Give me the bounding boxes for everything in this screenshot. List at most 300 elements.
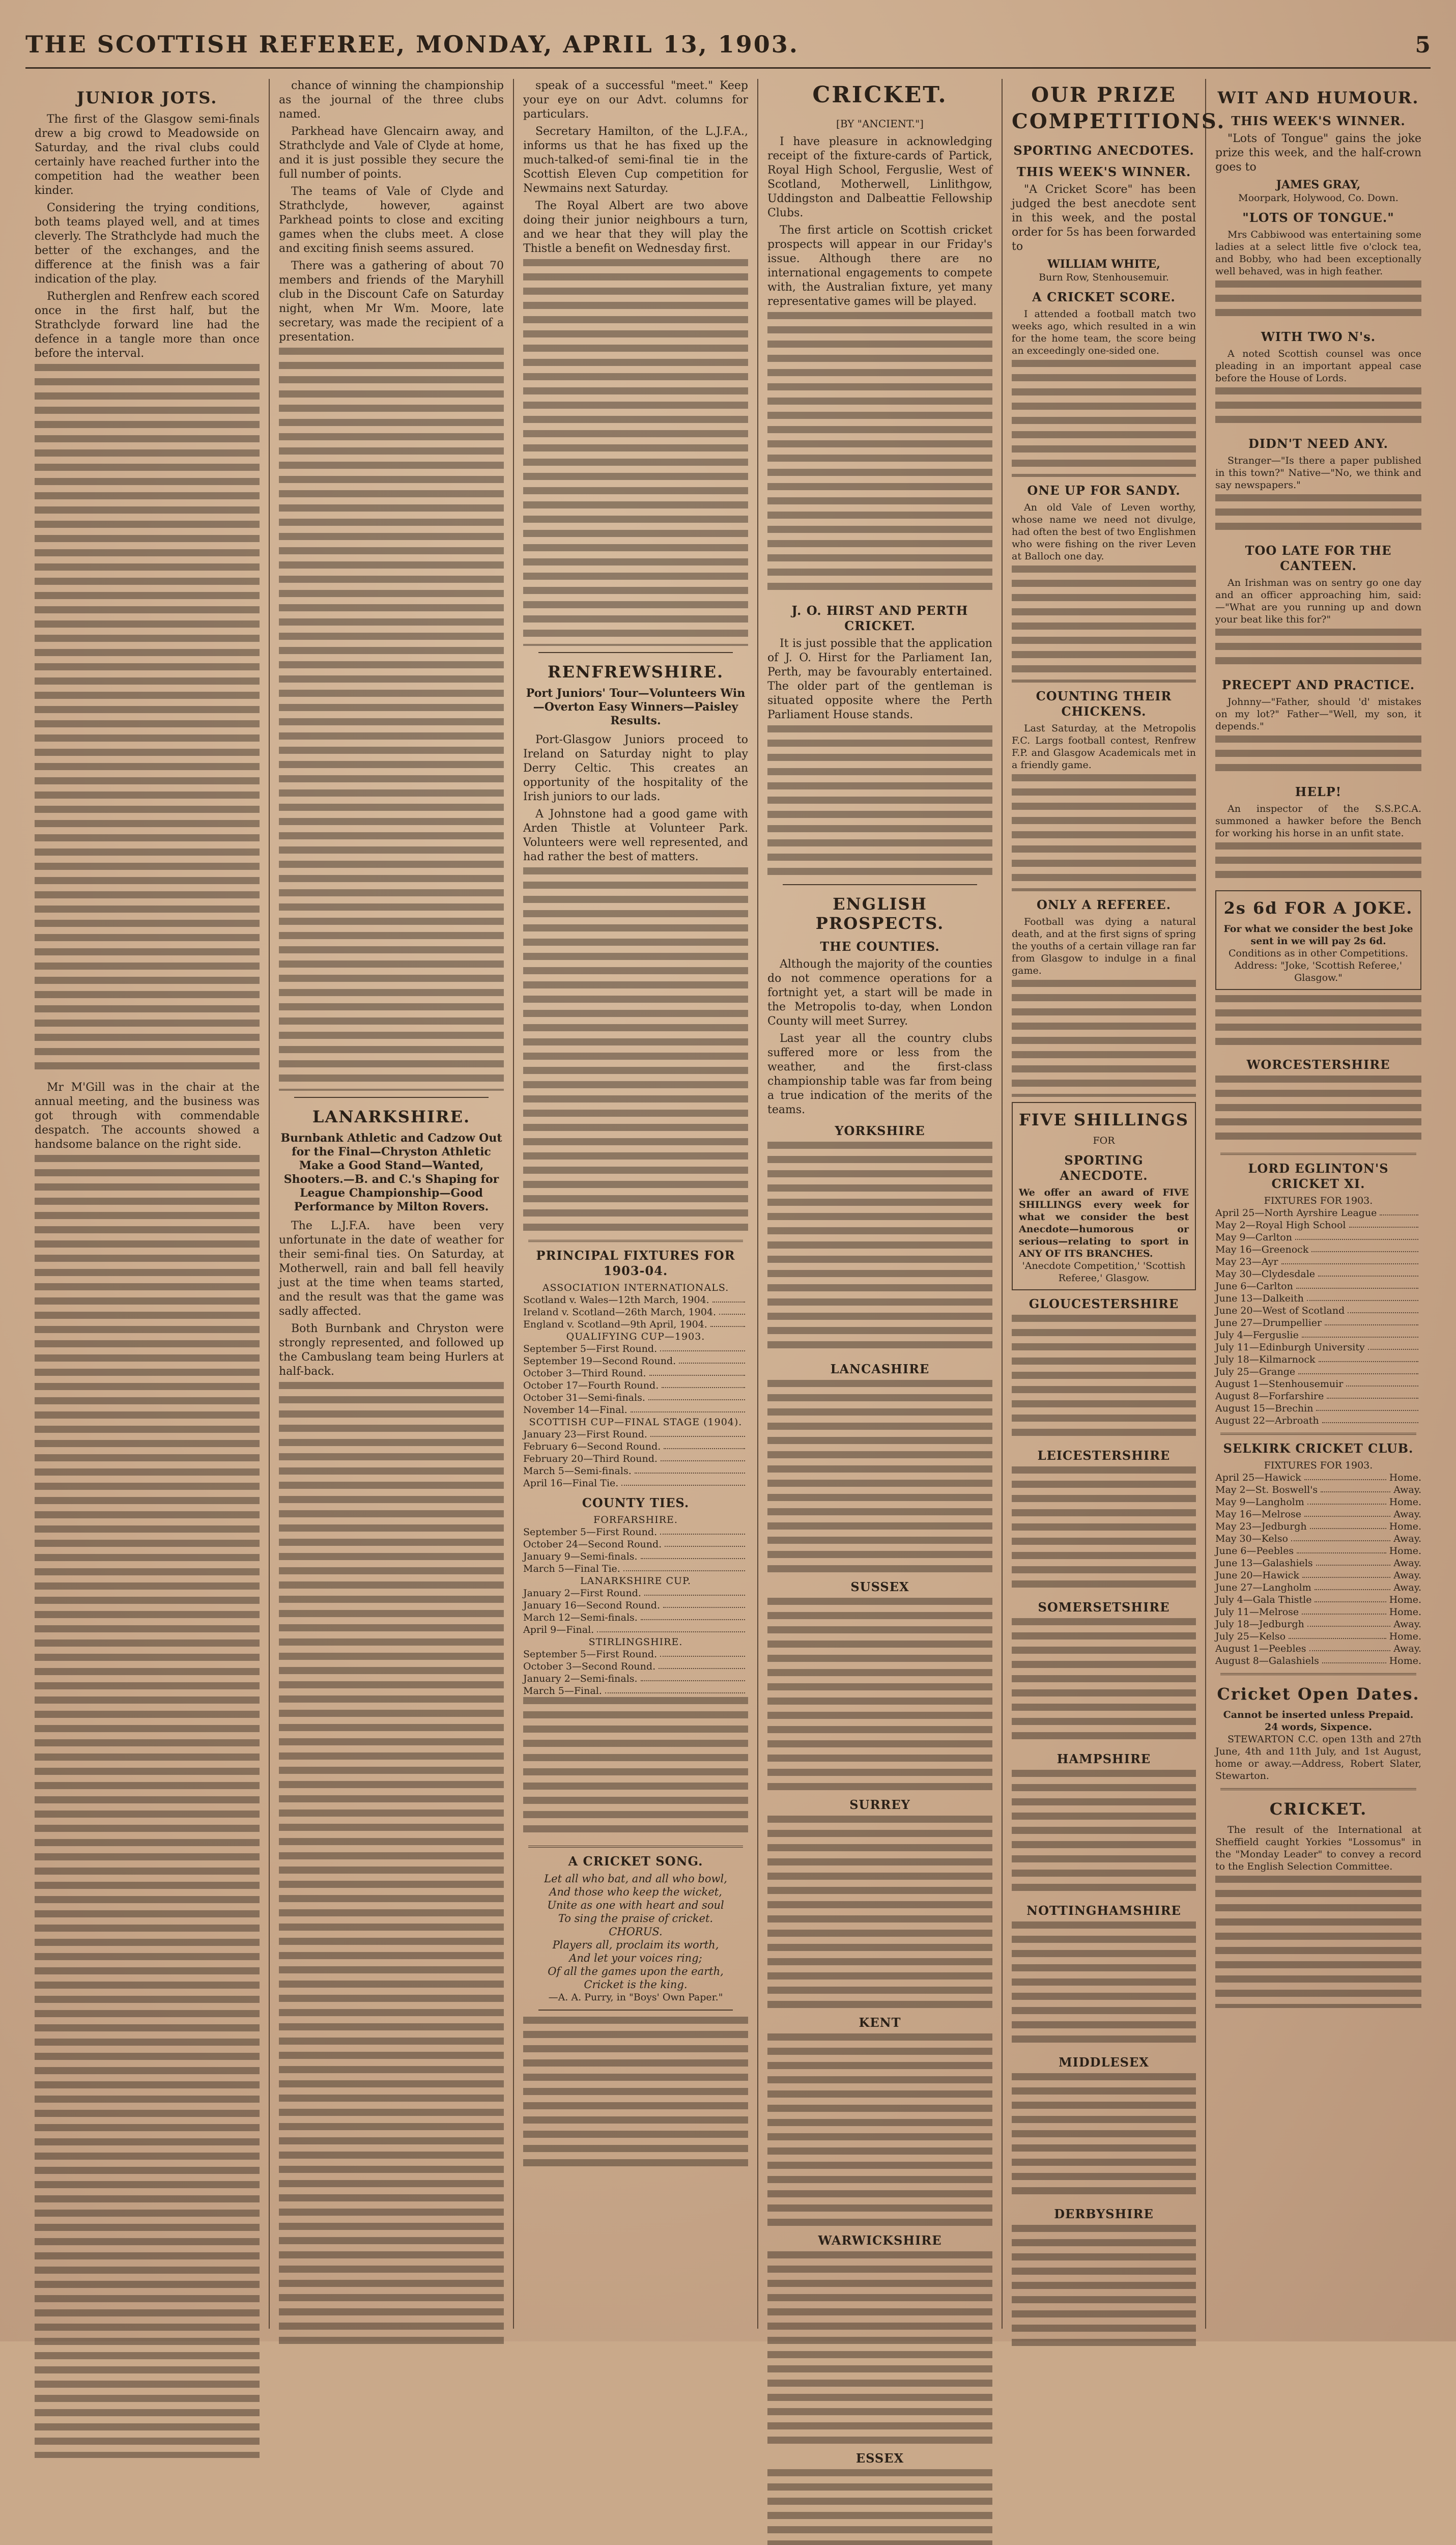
- principal-fixtures-heading: PRINCIPAL FIXTURES FOR 1903-04.: [536, 1248, 735, 1278]
- joke-prize-box: [1215, 890, 1421, 990]
- fixture-row: [1215, 1545, 1421, 1557]
- fixture-row: [523, 1648, 748, 1660]
- anecdote-title: COUNTING THEIR CHICKENS.: [1036, 689, 1172, 719]
- fixture-leader: [1304, 1508, 1390, 1517]
- article-text-block: [1012, 565, 1196, 683]
- fixture-leader: [1349, 1219, 1419, 1228]
- masthead: [25, 31, 1431, 69]
- fixture-leader: [1327, 1390, 1418, 1399]
- fixture-row: [523, 1685, 748, 1697]
- renfrewshire-deck: Port Juniors' Tour—Volunteers Win—Overton Easy Winners—Paisley Results.: [526, 687, 746, 727]
- fixture-row: [523, 1428, 748, 1440]
- fixture-leader: [1321, 1484, 1390, 1492]
- fixture-row: [1215, 1606, 1421, 1618]
- renfrewshire-heading: RENFREWSHIRE.: [547, 662, 724, 682]
- fixture-leader: [660, 1526, 745, 1535]
- song-line: CHORUS.: [609, 1926, 663, 1938]
- fixture-label: June 27—Drumpellier: [1215, 1317, 1322, 1328]
- joke-title: DIDN'T NEED ANY.: [1248, 436, 1388, 451]
- fixture-leader: [1281, 1256, 1419, 1264]
- article-text-block: [1215, 736, 1421, 778]
- fixture-label: September 5—First Round.: [523, 1343, 658, 1354]
- article-text-block: [1012, 1315, 1196, 1442]
- fixture-row: [1215, 1594, 1421, 1606]
- fixture-leader: [1368, 1341, 1418, 1350]
- anecdote-title: ONLY A REFEREE.: [1036, 897, 1172, 912]
- article-paragraph: Although the majority of the counties do not commence operations for a fortnight yet, a start will be made in the Metropolis to-day, when London County will meet Surrey.: [767, 958, 992, 1028]
- fixture-leader: [641, 1611, 745, 1620]
- article-text-block: [1012, 360, 1196, 477]
- fixture-leader: [1307, 1618, 1390, 1627]
- section-rule: [294, 1097, 489, 1098]
- article-text-block: [1215, 995, 1421, 1051]
- wit-winner-subheading: THIS WEEK'S WINNER.: [1231, 114, 1406, 128]
- fixture-group-title: QUALIFYING CUP—1903.: [566, 1331, 705, 1342]
- joke-text: An inspector of the S.S.P.C.A. summoned a hawker before the Bench for working his horse in an unfit state.: [1215, 803, 1421, 839]
- article-paragraph: Parkhead have Glencairn away, and Strathclyde and Vale of Clyde at home, and it is just possible they secure the full number of points.: [279, 125, 504, 181]
- article-text-block: [1012, 1466, 1196, 1594]
- anecdotes: [1012, 290, 1196, 1097]
- county-heading: SUSSEX: [850, 1579, 909, 1594]
- section-rule: [783, 884, 977, 885]
- fixture-leader: [660, 1648, 745, 1657]
- fixture-row: [523, 1343, 748, 1355]
- article-text-block: [1012, 774, 1196, 891]
- fixture-label: June 6—Peebles: [1215, 1545, 1294, 1557]
- article-text-block: [767, 1142, 992, 1355]
- fixture-row: [523, 1563, 748, 1575]
- article-text-block: [279, 1382, 504, 2349]
- fixture-value: Away.: [1393, 1533, 1421, 1544]
- fixture-leader: [664, 1440, 745, 1449]
- article-text-block: [1012, 980, 1196, 1097]
- fixture-label: June 20—Hawick: [1215, 1570, 1299, 1581]
- junior-jots-heading: JUNIOR JOTS.: [76, 88, 218, 107]
- fixture-row: [523, 1538, 748, 1550]
- fixture-row: [1215, 1378, 1421, 1390]
- fixture-label: May 9—Langholm: [1215, 1496, 1304, 1508]
- article-paragraph: Secretary Hamilton, of the L.J.F.A., informs us that he has fixed up the much-talked-of semi-final tie in the Scottish Eleven Cup competition for Newmains next Saturday.: [523, 125, 748, 195]
- fixture-label: January 23—First Round.: [523, 1429, 647, 1440]
- fixture-value: Away.: [1393, 1619, 1421, 1630]
- principal-fixtures: [523, 1248, 748, 1697]
- county-heading: ESSEX: [855, 2451, 904, 2466]
- cricket-paragraph: The result of the International at Sheffield caught Yorkies "Lossomus" in the "Monday Leader" to convey a record to the English Selection Committee.: [1215, 1824, 1421, 1872]
- fixture-label: August 1—Peebles: [1215, 1643, 1306, 1654]
- cricket-heading-small: CRICKET.: [1269, 1799, 1367, 1819]
- fixture-leader: [661, 1453, 745, 1461]
- fixture-row: [1215, 1484, 1421, 1496]
- fixture-row: [523, 1453, 748, 1465]
- column-cricket: [758, 79, 1003, 2466]
- article-paragraph: Last year all the country clubs suffered more or less from the weather, and the first-class championship table was far from being a true indication of the merits of the teams.: [767, 1032, 992, 1116]
- fixture-label: May 2—Royal High School: [1215, 1220, 1346, 1231]
- article-text-block: [523, 259, 748, 646]
- fixture-label: June 27—Langholm: [1215, 1582, 1311, 1593]
- fixture-leader: [719, 1306, 745, 1315]
- fixture-row: [1215, 1268, 1421, 1280]
- fixture-leader: [1316, 1402, 1418, 1411]
- wit-winner-name: JAMES GRAY,: [1276, 178, 1361, 191]
- article-text-block: [767, 312, 992, 597]
- selkirk-fixtures: [1215, 1472, 1421, 1667]
- fixture-label: May 9—Carlton: [1215, 1232, 1292, 1243]
- fixture-label: March 5—Final Tie.: [523, 1563, 620, 1574]
- fixture-label: January 9—Semi-finals.: [523, 1551, 638, 1562]
- fixture-leader: [644, 1587, 745, 1596]
- fixture-label: February 20—Third Round.: [523, 1453, 658, 1464]
- article-text-block: [1215, 842, 1421, 885]
- wit-winner-address: Moorpark, Holywood, Co. Down.: [1238, 192, 1398, 204]
- fixture-label: July 18—Kilmarnock: [1215, 1354, 1316, 1365]
- fixture-label: May 23—Ayr: [1215, 1256, 1278, 1267]
- fixture-leader: [712, 1294, 745, 1303]
- article-text-block: [1012, 1921, 1196, 2049]
- fixture-label: February 6—Second Round.: [523, 1441, 661, 1452]
- fixture-row: [1215, 1280, 1421, 1292]
- fixture-label: July 4—Ferguslie: [1215, 1330, 1299, 1341]
- fixture-row: [1215, 1630, 1421, 1643]
- article-paragraph: Port-Glasgow Juniors proceed to Ireland on Saturday night to play Derry Celtic. This creates an opportunity of the hospitality of the Irish juniors to our lads.: [523, 733, 748, 803]
- song-line: And let your voices ring;: [569, 1952, 702, 1964]
- song-line: Let all who bat, and all who bowl,: [544, 1873, 727, 1885]
- fixture-leader: [1316, 1557, 1391, 1566]
- fixture-row: [523, 1599, 748, 1611]
- article-text-block: [1012, 2225, 1196, 2352]
- wit-humour-heading: WIT AND HUMOUR.: [1217, 88, 1419, 107]
- article-text-block: [1215, 280, 1421, 323]
- fixture-label: September 5—First Round.: [523, 1526, 658, 1538]
- fixture-group-title: ASSOCIATION INTERNATIONALS.: [542, 1282, 729, 1293]
- joke-prize-text: For what we consider the best Joke sent in we will pay 2s 6d.: [1223, 923, 1413, 947]
- joke-prize-heading: 2s 6d FOR A JOKE.: [1223, 898, 1413, 918]
- fixture-label: August 1—Stenhousemuir: [1215, 1378, 1344, 1390]
- section-rule: [538, 2010, 733, 2011]
- eglinton-heading: LORD EGLINTON'S CRICKET XI.: [1248, 1161, 1389, 1191]
- joke-title: PRECEPT AND PRACTICE.: [1221, 677, 1415, 692]
- county-heading: HAMPSHIRE: [1057, 1751, 1151, 1766]
- county-heading: GLOUCESTERSHIRE: [1029, 1296, 1179, 1311]
- fixture-label: August 22—Arbroath: [1215, 1415, 1319, 1426]
- song-author: —A. A. Purry, in "Boys' Own Paper.": [548, 1992, 723, 2003]
- fixture-label: July 11—Edinburgh University: [1215, 1342, 1365, 1353]
- column-prize-competitions: [1003, 79, 1226, 2329]
- fixture-label: April 25—North Ayrshire League: [1215, 1207, 1377, 1219]
- county-heading: NOTTINGHAMSHIRE: [1026, 1903, 1181, 1918]
- fixture-label: April 9—Final.: [523, 1624, 594, 1635]
- masthead-title: THE SCOTTISH REFEREE, MONDAY, APRIL 13, 1903.: [25, 31, 799, 58]
- fixture-leader: [1289, 1630, 1386, 1639]
- fixture-value: Home.: [1389, 1594, 1421, 1605]
- fixture-label: March 12—Semi-finals.: [523, 1612, 638, 1623]
- fixture-row: [523, 1465, 748, 1477]
- fixture-leader: [635, 1465, 745, 1474]
- fixture-leader: [631, 1404, 745, 1412]
- article-text-block: [1012, 1770, 1196, 1897]
- five-shillings-subheading: SPORTING ANECDOTE.: [1060, 1153, 1148, 1183]
- fixture-row: [1215, 1618, 1421, 1630]
- fixture-label: May 16—Melrose: [1215, 1509, 1302, 1520]
- joke-title: WITH TWO N's.: [1261, 329, 1376, 344]
- fixture-label: Scotland v. Wales—12th March, 1904.: [523, 1294, 709, 1306]
- article-text-block: [1215, 629, 1421, 671]
- winner-intro: "A Cricket Score" has been judged the best anecdote sent in this week, and the postal order for 5s has been forwarded to: [1012, 183, 1196, 253]
- article-paragraph: speak of a successful "meet." Keep your eye on our Advt. columns for particulars.: [523, 79, 748, 121]
- fixture-value: Home.: [1389, 1606, 1421, 1618]
- fixture-leader: [1307, 1292, 1418, 1301]
- joke-text: A noted Scottish counsel was once pleading in an important appeal case before the House of Lords.: [1215, 348, 1421, 384]
- fixture-row: [1215, 1219, 1421, 1231]
- fixture-row: [523, 1550, 748, 1563]
- five-shillings-heading: FIVE SHILLINGS: [1019, 1110, 1189, 1129]
- article-text-block: [1012, 2073, 1196, 2200]
- fixture-row: [1215, 1655, 1421, 1667]
- cricket-heading: CRICKET.: [812, 82, 948, 108]
- fixture-value: Home.: [1389, 1521, 1421, 1532]
- fixture-group-title: SCOTTISH CUP—FINAL STAGE (1904).: [529, 1417, 743, 1428]
- prize-competitions-heading: OUR PRIZE COMPETITIONS.: [1012, 83, 1226, 133]
- fixture-row: [1215, 1415, 1421, 1427]
- fixture-value: Away.: [1393, 1570, 1421, 1581]
- wit-winner-intro: "Lots of Tongue" gains the joke prize this week, and the half-crown goes to: [1215, 132, 1421, 174]
- joke-text: Stranger—"Is there a paper published in this town?" Native—"No, we think and say newspapers.": [1215, 455, 1421, 491]
- selkirk-subheading: FIXTURES FOR 1903.: [1264, 1460, 1373, 1471]
- article-text-block: [35, 1155, 260, 2458]
- fixture-label: June 13—Dalkeith: [1215, 1293, 1304, 1304]
- fixture-row: [1215, 1292, 1421, 1305]
- fixture-label: July 25—Grange: [1215, 1366, 1296, 1377]
- column-2: [270, 79, 514, 2329]
- eglinton-subheading: FIXTURES FOR 1903.: [1264, 1195, 1373, 1206]
- column-junior-jots: [25, 79, 270, 2329]
- song-line: Unite as one with heart and soul: [547, 1899, 724, 1911]
- fixture-label: July 4—Gala Thistle: [1215, 1594, 1312, 1605]
- county-heading: KENT: [859, 2015, 901, 2030]
- fixture-value: Home.: [1389, 1655, 1421, 1666]
- fixture-value: Away.: [1393, 1582, 1421, 1593]
- fixture-label: January 2—Semi-finals.: [523, 1673, 638, 1684]
- anecdote-text: I attended a football match two weeks ago, which resulted in a win for the home team, the score being an exceedingly one-sided one.: [1012, 308, 1196, 356]
- article-paragraph: Mr M'Gill was in the chair at the annual meeting, and the business was got through with commendable despatch. The accounts showed a handsome balance on the right side.: [35, 1081, 260, 1151]
- article-paragraph: The Royal Albert are two above doing their junior neighbours a turn, and we hear that they will play the Thistle a benefit on Wednesday first.: [523, 200, 748, 255]
- fixture-label: September 19—Second Round.: [523, 1355, 676, 1367]
- fixture-row: [523, 1294, 748, 1306]
- fixture-label: March 5—Semi-finals.: [523, 1465, 632, 1477]
- english-prospects-heading: ENGLISH PROSPECTS.: [815, 894, 945, 933]
- fixture-leader: [710, 1318, 745, 1327]
- fixture-leader: [1307, 1496, 1386, 1505]
- article-text-block: [1012, 1618, 1196, 1745]
- fixture-leader: [641, 1550, 745, 1559]
- fixture-row: [1215, 1243, 1421, 1256]
- fixture-leader: [648, 1392, 745, 1400]
- fixture-leader: [1319, 1353, 1419, 1362]
- fixture-label: August 8—Galashiels: [1215, 1655, 1319, 1666]
- article-paragraph: The teams of Vale of Clyde and Strathclyde, however, against Parkhead points to close and exciting games when the clubs meet. A close and exciting finish seems assured.: [279, 185, 504, 255]
- county-heading: LANCASHIRE: [830, 1362, 930, 1376]
- county-sections: [1012, 1296, 1196, 2352]
- winner-name: WILLIAM WHITE,: [1047, 258, 1160, 271]
- fixture-row: [523, 1404, 748, 1416]
- article-paragraph: The first article on Scottish cricket prospects will appear in our Friday's issue. Although there are no international engagements to compete with, the Australian fixture, yet many representative games will be played.: [767, 224, 992, 308]
- fixture-label: November 14—Final.: [523, 1404, 627, 1416]
- county-articles: [767, 1123, 992, 2545]
- fixture-row: [523, 1379, 748, 1392]
- fixture-leader: [597, 1624, 745, 1632]
- fixture-row: [523, 1611, 748, 1624]
- article-paragraph: I have pleasure in acknowledging receipt of the fixture-cards of Partick, Royal High School, Ferguslie, West of Scotland, Motherwell, Linlithgow, Uddingston and Dalbeattie Fellowship Clubs.: [767, 135, 992, 219]
- county-group-title: STIRLINGSHIRE.: [588, 1636, 683, 1648]
- article-text-block: [523, 2017, 748, 2169]
- fixture-row: [1215, 1581, 1421, 1594]
- fixture-label: June 6—Carlton: [1215, 1281, 1293, 1292]
- article-paragraph: Considering the trying conditions, both teams played well, and at times cleverly. The Strathclyde had much the better of the exchanges, and the difference at the finish was a fair indication of the play.: [35, 202, 260, 286]
- fixture-row: [523, 1526, 748, 1538]
- county-ties-heading: COUNTY TIES.: [582, 1495, 690, 1510]
- counties-subheading: THE COUNTIES.: [820, 939, 940, 954]
- fixture-row: [523, 1624, 748, 1636]
- fixture-leader: [1315, 1581, 1391, 1590]
- article-text-block: [767, 2469, 992, 2545]
- fixture-row: [1215, 1496, 1421, 1508]
- county-heading: YORKSHIRE: [835, 1123, 925, 1138]
- cricket-song-heading: A CRICKET SONG.: [568, 1854, 703, 1869]
- fixture-label: January 16—Second Round.: [523, 1600, 660, 1611]
- fixture-value: Home.: [1389, 1496, 1421, 1508]
- fixture-label: Ireland v. Scotland—26th March, 1904.: [523, 1307, 717, 1318]
- song-line: And those who keep the wicket,: [549, 1886, 722, 1898]
- fixture-label: September 5—First Round.: [523, 1649, 658, 1660]
- fixture-row: [523, 1355, 748, 1367]
- section-rule: [538, 652, 733, 653]
- fixture-row: [1215, 1329, 1421, 1341]
- joke-title: HELP!: [1295, 784, 1342, 799]
- fixture-row: [1215, 1472, 1421, 1484]
- five-shillings-for: FOR: [1093, 1135, 1115, 1146]
- anecdote-text: Last Saturday, at the Metropolis F.C. Largs football contest, Renfrew F.P. and Glasgow Academicals met in a friendly game.: [1012, 723, 1196, 771]
- article-text-block: [767, 1380, 992, 1573]
- anecdote-text: An old Vale of Leven worthy, whose name we need not divulge, had often the best of two Englishmen who were fishing on the river Leven at Balloch one day.: [1012, 502, 1196, 562]
- fixture-row: [523, 1660, 748, 1673]
- song-line: Cricket is the king.: [584, 1978, 688, 1991]
- article-text-block: [767, 2033, 992, 2227]
- fixture-label: July 18—Jedburgh: [1215, 1619, 1304, 1630]
- article-paragraph: There was a gathering of about 70 members and friends of the Maryhill club in the Discount Cafe on Saturday night, when Mr Wm. Moore, late secretary, was made the recipient of a presentation.: [279, 260, 504, 344]
- joke-text: Mrs Cabbiwood was entertaining some ladies at a select little five o'clock tea, and Bobby, who had been exceptionally well behaved, was in high feather.: [1215, 229, 1421, 277]
- fixture-row: [1215, 1231, 1421, 1243]
- fixture-row: [523, 1673, 748, 1685]
- open-dates-heading: Cricket Open Dates.: [1217, 1684, 1420, 1704]
- article-text-block: [279, 348, 504, 1091]
- fixture-row: [523, 1367, 748, 1379]
- fixture-value: Away.: [1393, 1484, 1421, 1495]
- fixture-value: Home.: [1389, 1631, 1421, 1642]
- fixture-label: May 30—Kelso: [1215, 1533, 1288, 1544]
- fixture-leader: [1295, 1231, 1418, 1240]
- fixture-value: Home.: [1389, 1472, 1421, 1483]
- fixture-row: [1215, 1569, 1421, 1581]
- fixture-row: [1215, 1390, 1421, 1402]
- county-heading: LEICESTERSHIRE: [1037, 1448, 1170, 1463]
- open-dates-text: STEWARTON C.C. open 13th and 27th June, 4th and 11th July, and 1st August, home or away.—Address, Robert Slater, Stewarton.: [1215, 1734, 1421, 1782]
- page-number: 5: [1415, 32, 1431, 58]
- fixture-label: October 17—Fourth Round.: [523, 1380, 659, 1391]
- county-groups: [523, 1514, 748, 1697]
- county-group-title: FORFARSHIRE.: [593, 1514, 678, 1525]
- article-paragraph: Both Burnbank and Chryston were strongly represented, and followed up the Cambuslang team being Hurlers at half-back.: [279, 1322, 504, 1378]
- article-text-block: [523, 1697, 748, 1840]
- article-text-block: [1215, 1076, 1421, 1147]
- fixture-leader: [1380, 1207, 1418, 1215]
- article-text-block: [767, 725, 992, 878]
- anecdote-title: A CRICKET SCORE.: [1032, 290, 1176, 304]
- joke-title: "LOTS OF TONGUE.": [1242, 210, 1394, 225]
- fixture-label: March 5—Final.: [523, 1685, 602, 1696]
- section-rule: [1220, 1433, 1416, 1435]
- article-paragraph: A Johnstone had a good game with Arden Thistle at Volunteer Park. Volunteers were well represented, and had rather the best of matters.: [523, 808, 748, 863]
- fixture-leader: [1296, 1280, 1418, 1289]
- song-line: Players all, proclaim its worth,: [552, 1939, 719, 1951]
- article-paragraph: chance of winning the championship as the journal of the three clubs named.: [279, 79, 504, 121]
- fixture-row: [1215, 1305, 1421, 1317]
- song-line: Of all the games upon the earth,: [548, 1965, 724, 1977]
- lanarkshire-heading: LANARKSHIRE.: [312, 1107, 471, 1126]
- fixture-leader: [641, 1673, 745, 1681]
- fixture-label: October 3—Third Round.: [523, 1368, 646, 1379]
- open-dates-subheading: Cannot be inserted unless Prepaid. 24 words, Sixpence.: [1223, 1709, 1414, 1733]
- joke-title: TOO LATE FOR THE CANTEEN.: [1245, 543, 1392, 573]
- fixture-leader: [679, 1355, 745, 1364]
- fixture-row: [1215, 1402, 1421, 1415]
- fixture-row: [1215, 1533, 1421, 1545]
- fixture-row: [523, 1318, 748, 1331]
- fixture-label: January 2—First Round.: [523, 1588, 641, 1599]
- song-line: To sing the praise of cricket.: [558, 1912, 713, 1925]
- article-text-block: [1215, 387, 1421, 430]
- section-rule: [1220, 1788, 1416, 1790]
- fixture-row: [1215, 1207, 1421, 1219]
- section-rule: [1220, 1153, 1416, 1155]
- joke-text: Johnny—"Father, should 'd' mistakes on my lot?" Father—"Well, my son, it depends.": [1215, 696, 1421, 732]
- five-shillings-text: We offer an award of FIVE SHILLINGS every week for what we consider the best Anecdote—humorous or serious—relating to sport in ANY OF ITS BRANCHES.: [1019, 1187, 1189, 1259]
- fixture-leader: [662, 1379, 745, 1388]
- five-shillings-box: [1012, 1102, 1196, 1290]
- fixture-value: Away.: [1393, 1509, 1421, 1520]
- fixture-leader: [1315, 1594, 1386, 1602]
- section-rule: [1220, 1673, 1416, 1675]
- article-paragraph: It is just possible that the application of J. O. Hirst for the Parliament Ian, Perth, may be favourably entertained. The older part of the gentleman is situated opposite where the Perth Parliament House stands.: [767, 637, 992, 721]
- article-text-block: [767, 2251, 992, 2445]
- fixture-row: [1215, 1557, 1421, 1569]
- fixture-leader: [1302, 1606, 1386, 1615]
- fixture-leader: [1302, 1329, 1418, 1338]
- article-paragraph: The first of the Glasgow semi-finals drew a big crowd to Meadowside on Saturday, and the rival clubs could certainly have reached further into the competition had the weather been kinder.: [35, 113, 260, 197]
- jokes: [1215, 210, 1421, 885]
- article-text-block: [523, 867, 748, 1234]
- fixture-row: [523, 1440, 748, 1453]
- fixture-value: Away.: [1393, 1558, 1421, 1569]
- winner-address: Burn Row, Stenhousemuir.: [1039, 272, 1169, 283]
- column-wit-and-humour: [1206, 79, 1431, 2329]
- fixture-leader: [650, 1428, 745, 1437]
- fixture-leader: [1311, 1243, 1418, 1252]
- fixture-leader: [659, 1660, 745, 1669]
- five-shillings-address: 'Anecdote Competition,' 'Scottish Referee,' Glasgow.: [1022, 1260, 1186, 1284]
- fixture-row: [523, 1306, 748, 1318]
- fixture-leader: [621, 1477, 745, 1486]
- county-heading: DERBYSHIRE: [1054, 2207, 1154, 2221]
- joke-text: An Irishman was on sentry go one day and an officer approaching him, said:—"What are you running up and down your beat like this for?": [1215, 577, 1421, 625]
